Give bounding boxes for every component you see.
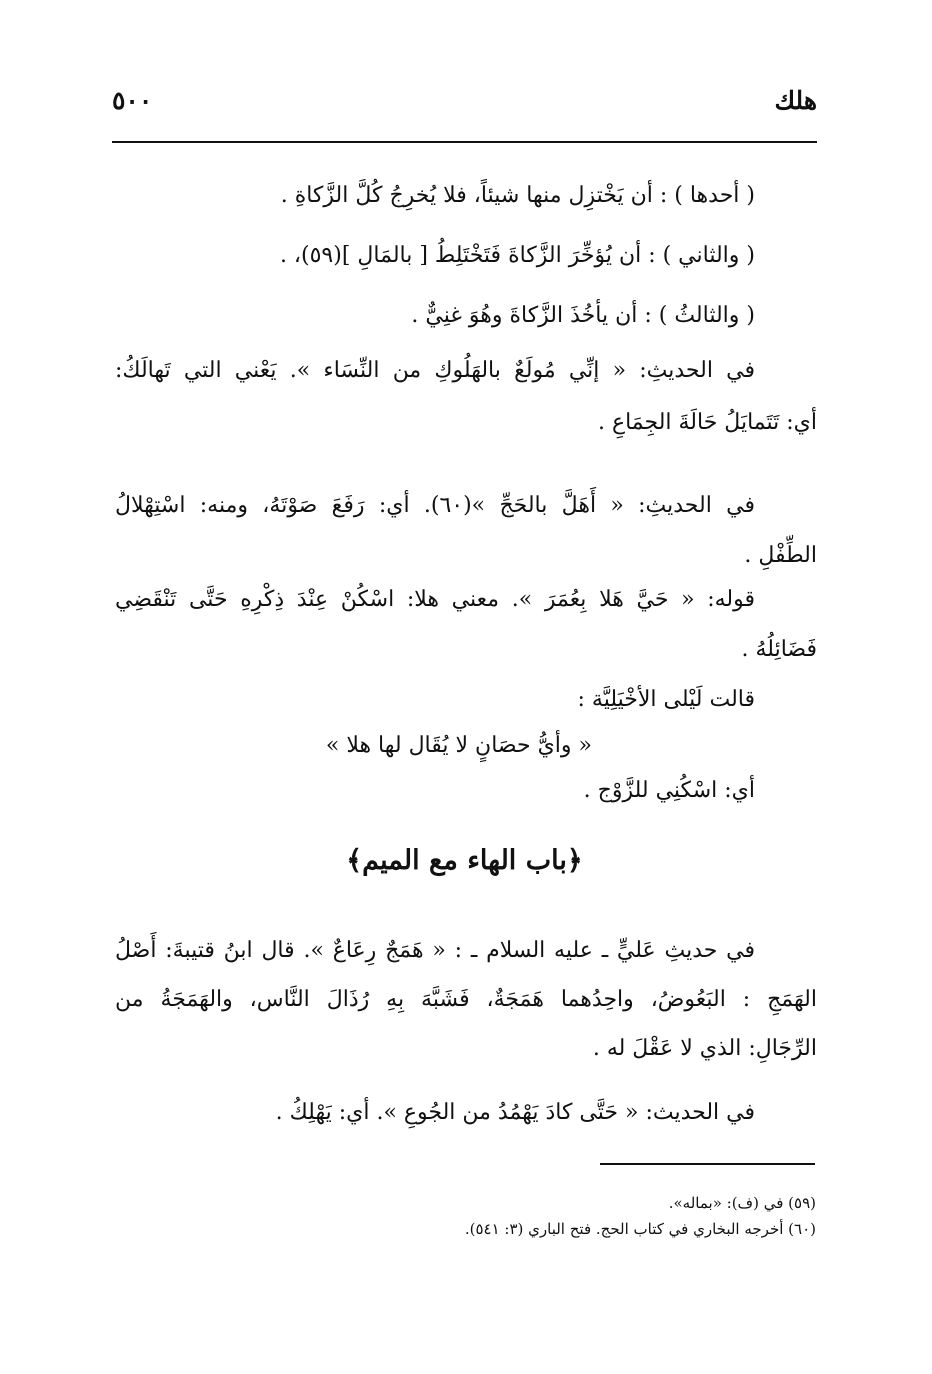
header-rule (112, 141, 817, 143)
page-header (112, 86, 817, 126)
text-line: في الحديثِ: « إنِّي مُولَعٌ بالهَلُوكِ من النِّسَاء ». يَعْني التي تَهالَكُ: (115, 358, 755, 383)
text-line: الطِّفْلِ . (744, 543, 817, 568)
text-line: ( والثالثُ ) : أن يأخُذَ الزَّكاةَ وهُوَ غنِيٌّ . (411, 303, 755, 328)
text-line: الهَمَجِ : البَعُوضُ، واحِدُهما هَمَجَةٌ، فَشَبَّهَ بِهِ رُذَالَ النَّاس، والهَمَجَةُ من (115, 987, 817, 1012)
text-line: قالت لَيْلى الأخْيَلِيَّة : (577, 687, 755, 712)
text-line: فَضَائِلُهُ . (741, 637, 817, 662)
text-line: أي: تَتَمايَلُ حَالَةَ الجِمَاعِ . (597, 410, 817, 435)
footnote-59: (٥٩) في (ف): «بماله». (668, 1194, 816, 1212)
page-number: ٥٠٠ (112, 86, 153, 115)
text-line: ( أحدها ) : أن يَخْتزِل منها شيئاً، فلا يُخرِجُ كُلَّ الزَّكاةِ . (280, 183, 755, 208)
text-line: ( والثاني ) : أن يُؤخِّرَ الزَّكاةَ فَتَخْتَلِطُ [ بالمَالِ ](٥٩)، . (279, 243, 755, 268)
section-heading: ﴿باب الهاء مع الميم﴾ (346, 845, 583, 876)
text-line: في حديثِ عَليٍّ ـ عليه السلام ـ : « هَمَجٌ رِعَاعٌ ». قال ابنُ قتيبةَ: أَصْلُ (115, 938, 755, 963)
text-line: أي: اسْكُنِي للزَّوْج . (583, 778, 755, 803)
text-line: في الحديث: « حَتَّى كادَ يَهْمُدُ من الجُوعِ ». أي: يَهْلِكُ . (275, 1100, 755, 1125)
text-line: قوله: « حَيَّ هَلا بِعُمَرَ ». معني هلا: اسْكُنْ عِنْدَ ذِكْرِهِ حَتَّى تَنْقَضِي (115, 587, 755, 612)
footnote-60: (٦٠) أخرجه البخاري في كتاب الحج. فتح الباري (٣: ٥٤١). (464, 1220, 816, 1238)
text-line: الرِّجَالِ: الذي لا عَقْلَ له . (592, 1036, 817, 1061)
footnote-rule (600, 1163, 815, 1165)
verse-line: « وأيُّ حصَانٍ لا يُقَال لها هلا » (325, 733, 592, 758)
text-line: في الحديثِ: « أَهَلَّ بالحَجِّ »(٦٠). أي: رَفَعَ صَوْتَهُ، ومنه: اسْتِهْلالُ (115, 493, 755, 518)
running-headword: هلك (774, 86, 817, 115)
